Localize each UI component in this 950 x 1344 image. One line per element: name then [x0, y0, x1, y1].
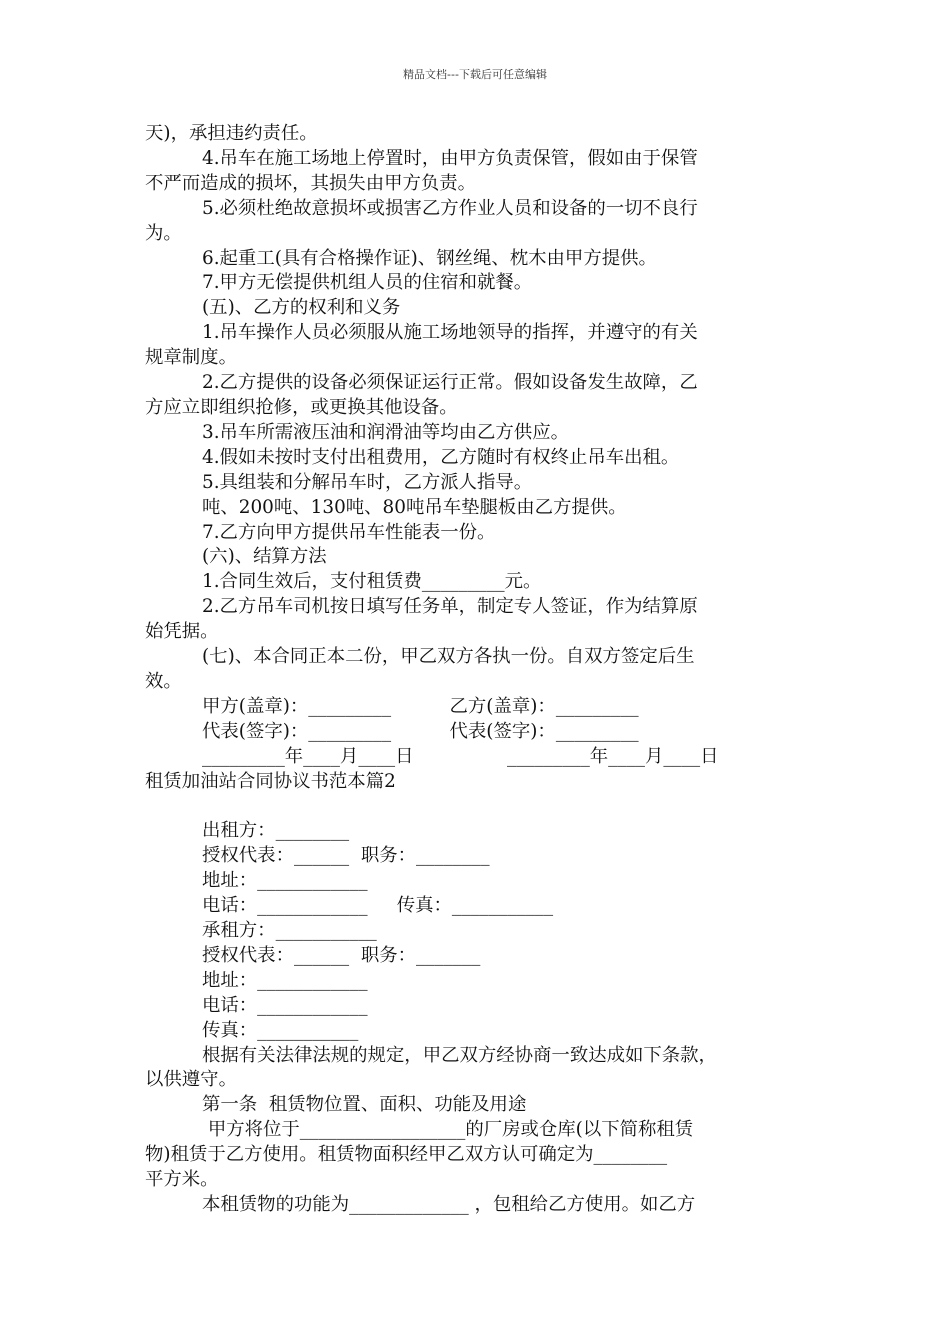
page-header: 精品文档---下载后可任意编辑 — [403, 68, 547, 81]
text-line: 吨、200吨、130吨、80吨吊车垫腿板由乙方提供。 — [202, 496, 627, 518]
text-line: 5.具组装和分解吊车时，乙方派人指导。 — [202, 471, 533, 493]
document-body — [145, 122, 810, 1218]
text-line: 授权代表：______ 职务：________ — [202, 845, 490, 867]
text-line: (五)、乙方的权利和义务 — [202, 297, 401, 319]
text-line: 地址：____________ — [202, 870, 368, 892]
text-line: 4.吊车在施工场地上停置时，由甲方负责保管，假如由于保管 — [202, 147, 698, 169]
text-line: 4.假如未按时支付出租费用，乙方随时有权终止吊车出租。 — [202, 446, 680, 468]
text-line: 地址：____________ — [202, 969, 368, 991]
text-line: 本租赁物的功能为_____________ ，包租给乙方使用。如乙方 — [202, 1193, 696, 1215]
text-line: 根据有关法律法规的规定，甲乙双方经协商一致达成如下条款， — [202, 1044, 717, 1066]
text-line: 承租方：___________ — [202, 919, 377, 941]
text-line: 租赁加油站合同协议书范本篇2 — [145, 770, 396, 792]
text-line: 甲方将位于__________________的厂房或仓库(以下简称租赁 — [202, 1119, 694, 1141]
text-line: 1.合同生效后，支付租赁费_________元。 — [202, 571, 542, 593]
text-line: (七)、本合同正本二份，甲乙双方各执一份。自双方签定后生 — [202, 646, 695, 668]
text-line: 效。 — [145, 670, 182, 692]
text-line: 代表(签字)：_________ 代表(签字)：_________ — [202, 720, 639, 742]
text-line: 天)，承担违约责任。 — [145, 123, 318, 144]
text-line: 为。 — [145, 222, 182, 244]
text-line: 电话：____________ — [202, 994, 368, 1016]
text-line: 传真：___________ — [202, 1019, 359, 1041]
text-line: 2.乙方提供的设备必须保证运行正常。假如设备发生故障，乙 — [202, 372, 698, 394]
text-line: 7.乙方向甲方提供吊车性能表一份。 — [202, 521, 496, 543]
text-line: 第一条 租赁物位置、面积、功能及用途 — [202, 1094, 527, 1116]
text-line: 甲方(盖章)：_________ 乙方(盖章)：_________ — [202, 695, 639, 717]
text-line: 方应立即组织抢修，或更换其他设备。 — [145, 396, 458, 418]
text-line: 出租方：________ — [202, 820, 350, 842]
text-line: 2.乙方吊车司机按日填写任务单，制定专人签证，作为结算原 — [202, 596, 698, 618]
text-line: 5.必须杜绝故意损坏或损害乙方作业人员和设备的一切不良行 — [202, 197, 698, 219]
text-line: 7.甲方无偿提供机组人员的住宿和就餐。 — [202, 272, 533, 294]
text-line: 规章制度。 — [145, 347, 237, 369]
text-line: (六)、结算方法 — [202, 546, 327, 568]
text-line: 不严而造成的损坏，其损失由甲方负责。 — [145, 172, 477, 194]
text-line: 物)租赁于乙方使用。租赁物面积经甲乙双方认可确定为________ — [145, 1144, 668, 1166]
text-line: 1.吊车操作人员必须服从施工场地领导的指挥，并遵守的有关 — [202, 322, 698, 344]
text-line: 6.起重工(具有合格操作证)、钢丝绳、枕木由甲方提供。 — [202, 247, 657, 269]
text-line: 3.吊车所需液压油和润滑油等均由乙方供应。 — [202, 421, 569, 443]
text-line — [145, 794, 810, 819]
text-line: 平方米。 — [145, 1169, 219, 1191]
text-line: 电话：____________ 传真：___________ — [202, 895, 554, 917]
text-line: 始凭据。 — [145, 621, 219, 643]
text-line: 以供遵守。 — [145, 1069, 237, 1091]
text-line: _________年____月____日 _________年____月____日 — [202, 745, 719, 767]
text-line: 授权代表：______ 职务：_______ — [202, 944, 481, 966]
